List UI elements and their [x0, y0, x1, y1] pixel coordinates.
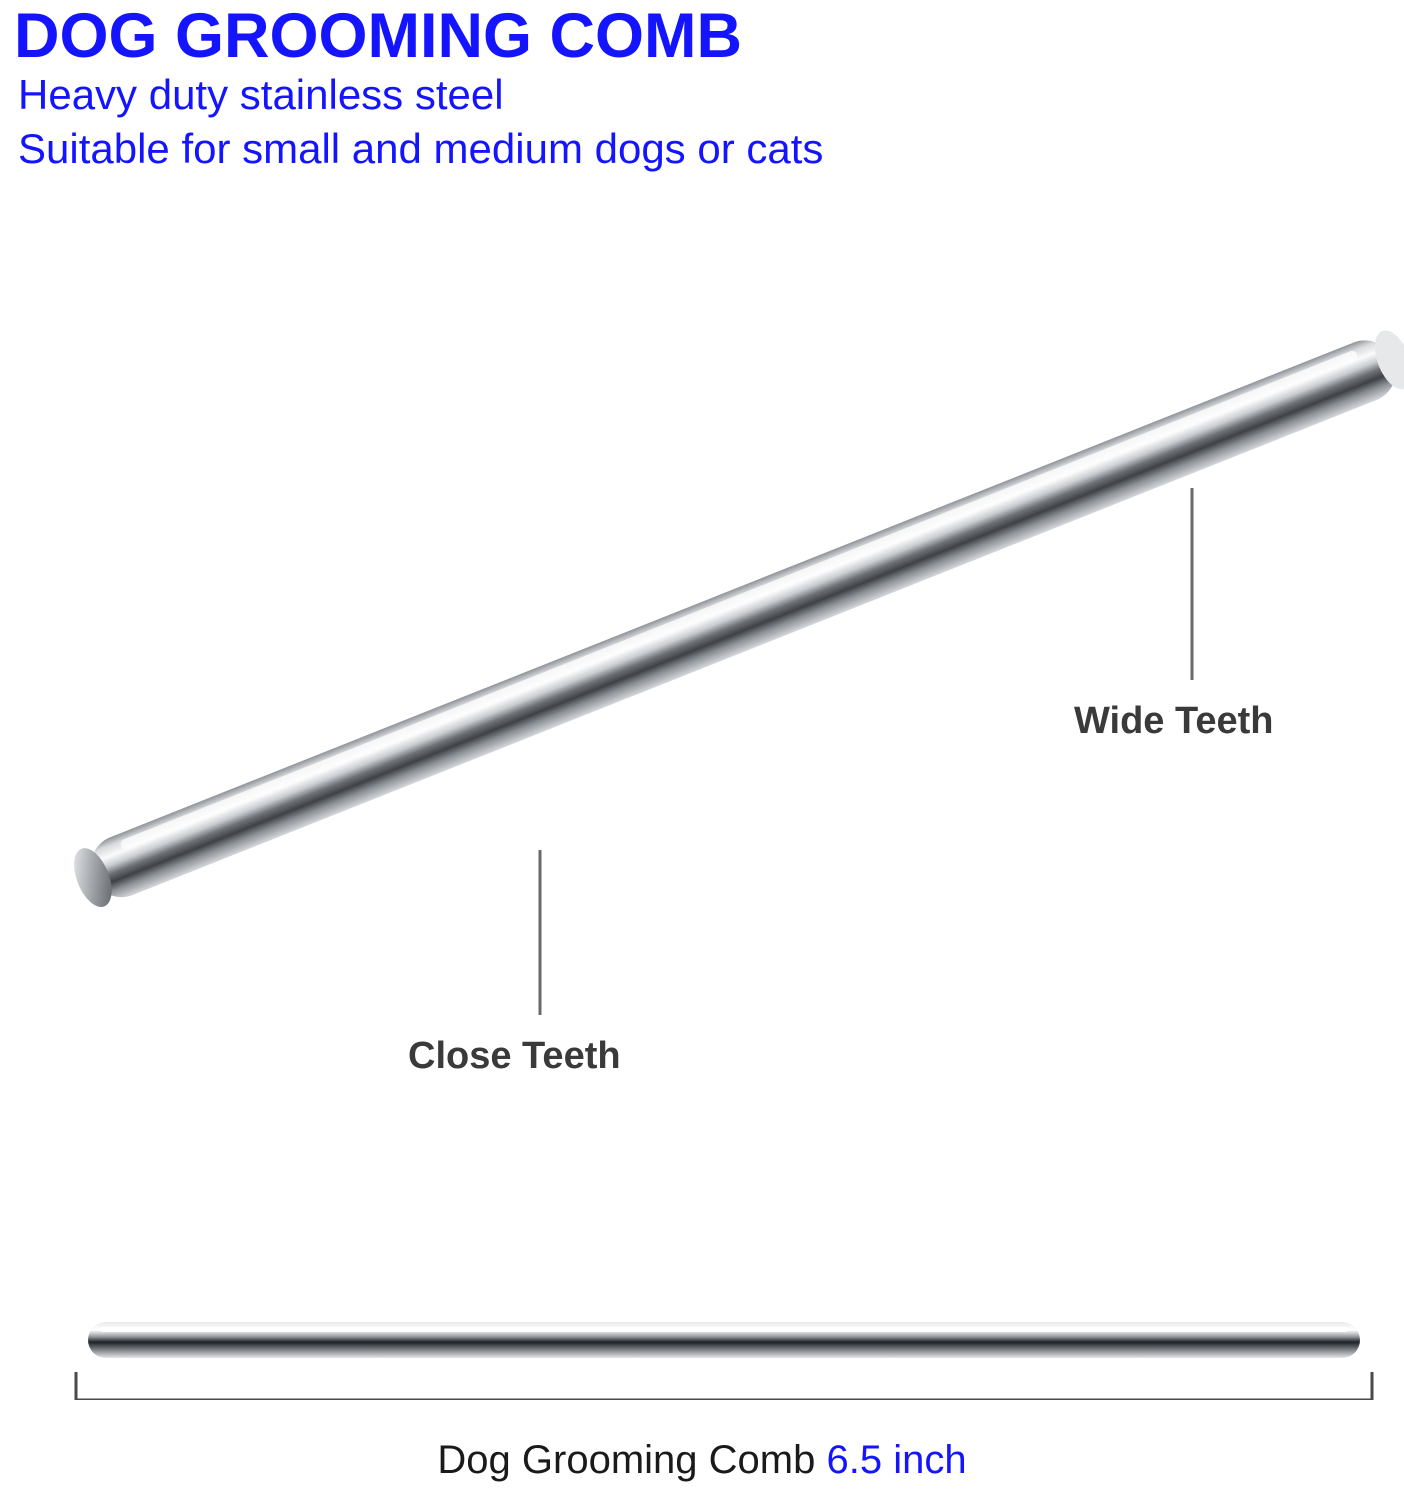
measurement-bracket [76, 1372, 1372, 1400]
wide-teeth-label: Wide Teeth [1074, 700, 1274, 742]
subtitle-line-1: Heavy duty stainless steel [18, 71, 504, 119]
comb-front-view-image [0, 1110, 1404, 1400]
product-caption [0, 1438, 1404, 1483]
page-title: DOG GROOMING COMB [14, 1, 742, 71]
close-teeth-label: Close Teeth [408, 1035, 621, 1077]
subtitle-line-2: Suitable for small and medium dogs or cats [18, 125, 824, 172]
caption-product-name: Dog Grooming Comb [437, 1438, 816, 1482]
caption-size: 6.5 inch [826, 1438, 967, 1482]
front-view-teeth [120, 1128, 1342, 1332]
comb-main-image [0, 150, 1404, 1090]
